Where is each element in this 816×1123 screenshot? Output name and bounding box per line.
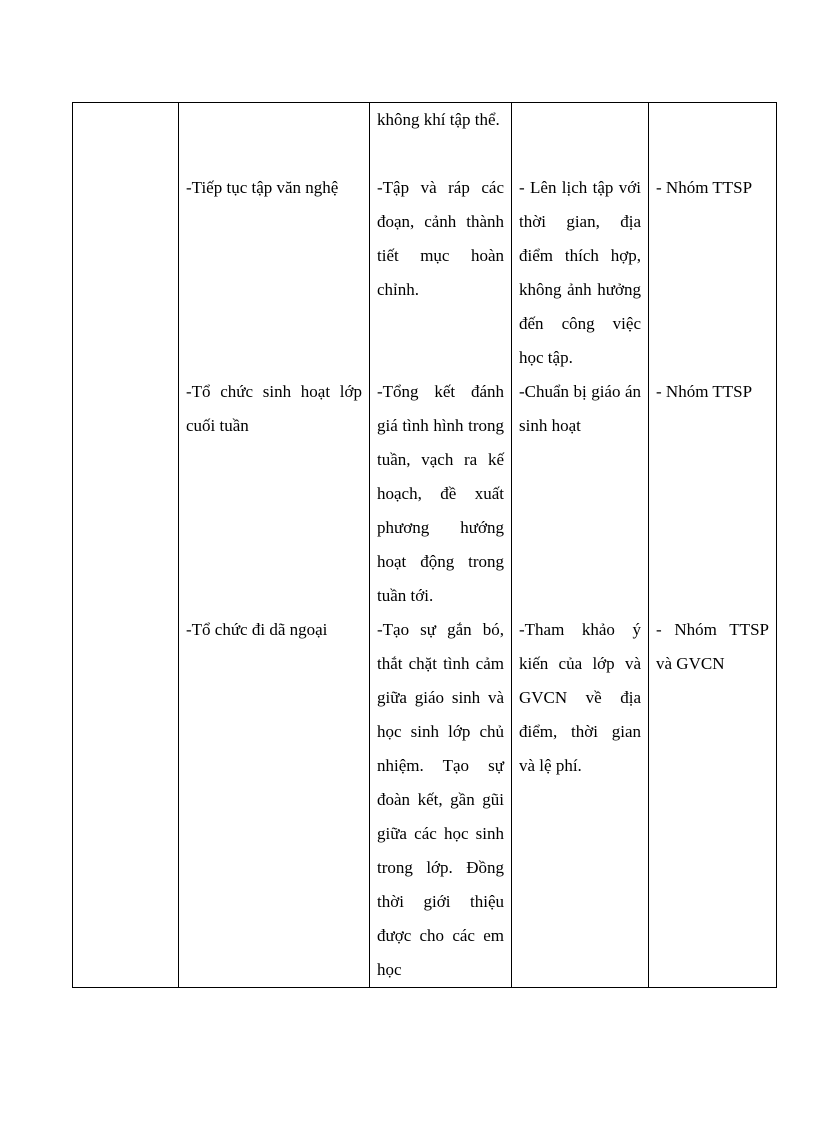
purpose-text: -Tạo sự gắn bó, thắt chặt tình cảm giữa giáo sinh và học sinh lớp chủ nhiệm. Tạo sự đoàn kết, gần gũi giữa các học sinh trong lớp. Đồng thời giới thiệu được cho các em học bbox=[377, 620, 504, 979]
purpose-text: -Tập và ráp các đoạn, cảnh thành tiết mục hoàn chỉnh. bbox=[377, 178, 504, 299]
week-cell bbox=[73, 103, 179, 988]
activity-text: -Tổ chức sinh hoạt lớp cuối tuần bbox=[186, 382, 362, 435]
continued-text: không khí tập thể. bbox=[377, 110, 500, 129]
preparation-cell bbox=[512, 103, 649, 988]
purpose-cell bbox=[370, 103, 512, 988]
table-row bbox=[73, 103, 777, 988]
responsible-cell bbox=[649, 103, 777, 988]
activity-text: -Tổ chức đi dã ngoại bbox=[186, 620, 328, 639]
preparation-text: -Tham khảo ý kiến của lớp và GVCN về địa điểm, thời gian và lệ phí. bbox=[519, 620, 641, 775]
activity-cell bbox=[179, 103, 370, 988]
activity-plan-table bbox=[72, 102, 777, 988]
responsible-text: - Nhóm TTSP và GVCN bbox=[656, 620, 769, 673]
preparation-text: -Chuẩn bị giáo án sinh hoạt bbox=[519, 382, 641, 435]
purpose-text: -Tổng kết đánh giá tình hình trong tuần, vạch ra kế hoạch, đề xuất phương hướng hoạt động trong tuần tới. bbox=[377, 382, 504, 605]
activity-text: -Tiếp tục tập văn nghệ bbox=[186, 178, 339, 197]
responsible-text: - Nhóm TTSP bbox=[656, 178, 753, 197]
responsible-text: - Nhóm TTSP bbox=[656, 382, 753, 401]
preparation-text: - Lên lịch tập với thời gian, địa điểm thích hợp, không ảnh hưởng đến công việc học tập. bbox=[519, 178, 641, 367]
